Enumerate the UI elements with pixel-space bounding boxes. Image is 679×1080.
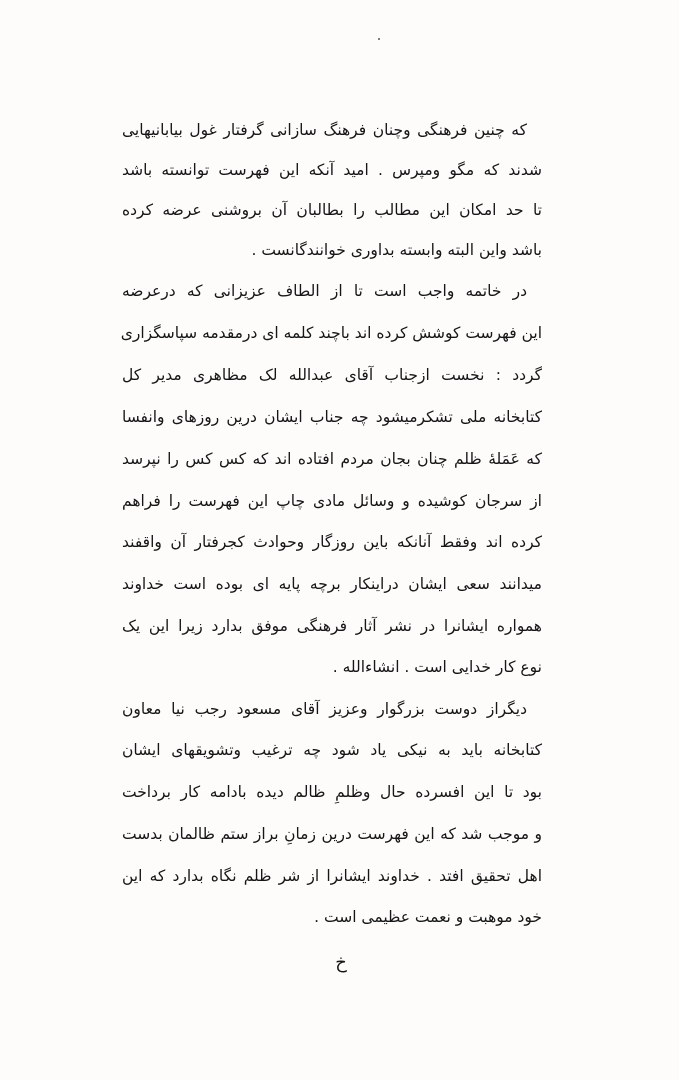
text-line: دیگراز دوست بزرگوار وعزیز آقای مسعود رجب نیا معاون [122,700,527,718]
paper-speck [378,38,380,40]
text-line: که چنین فرهنگی وچنان فرهنگ سازانی گرفتار غول بیابانیهایی [122,121,527,139]
text-line: و موجب شد که این فهرست درین زمانِ براز ستم ظالمان بدست [122,825,542,843]
text-line: کتابخانه باید به نیکی یاد شود چه ترغیب وتشویقهای ایشان [122,741,542,759]
text-line: نوع کار خدایی است . انشاءالله . [332,658,542,676]
text-line: تا حد امکان این مطالب را بطالبان آن بروشنی عرضه کرده [122,201,542,219]
text-line: میدانند سعی ایشان دراینکار برچه پایه ای بوده است خداوند [122,575,542,593]
text-line: کتابخانه ملی تشکرمیشود چه جناب ایشان درین روزهای وانفسا [122,408,542,426]
text-line: خود موهبت و نعمت عظیمی است . [314,908,542,926]
text-line: شدند که مگو ومپرس . امید آنکه این فهرست توانسته باشد [122,161,542,179]
text-line: این فهرست کوشش کرده اند باچند کلمه ای درمقدمه سپاسگزاری [120,324,542,342]
text-line: گردد : نخست ازجناب آقای عبدالله لک مظاهری مدیر کل [122,366,542,384]
text-line: اهل تحقیق افتد . خداوند ایشانرا از شر ظلم نگاه بدارد که این [122,867,542,885]
text-line: که عَمَلهٔ ظلم چنان بجان مردم افتاده اند که کس کس را نپرسد [122,450,542,468]
page-number: خ [335,952,347,973]
text-line: در خاتمه واجب است تا از الطاف عزیزانی که درعرضه [122,282,527,300]
text-line: بود تا این افسرده حال وظلمِ ظالم دیده بادامه کار برداخت [122,783,542,801]
text-line: همواره ایشانرا در نشر آثار فرهنگی موفق بدارد زیرا این یک [122,617,542,635]
text-line: از سرجان کوشیده و وسائل مادی چاپ این فهرست را فراهم [122,492,542,510]
text-line: باشد واین البته وابسته بداوری خوانندگانست . [251,241,542,259]
text-line: کرده اند وفقط آنانکه باین روزگار وحوادث کجرفتار آن واقفند [122,533,542,551]
